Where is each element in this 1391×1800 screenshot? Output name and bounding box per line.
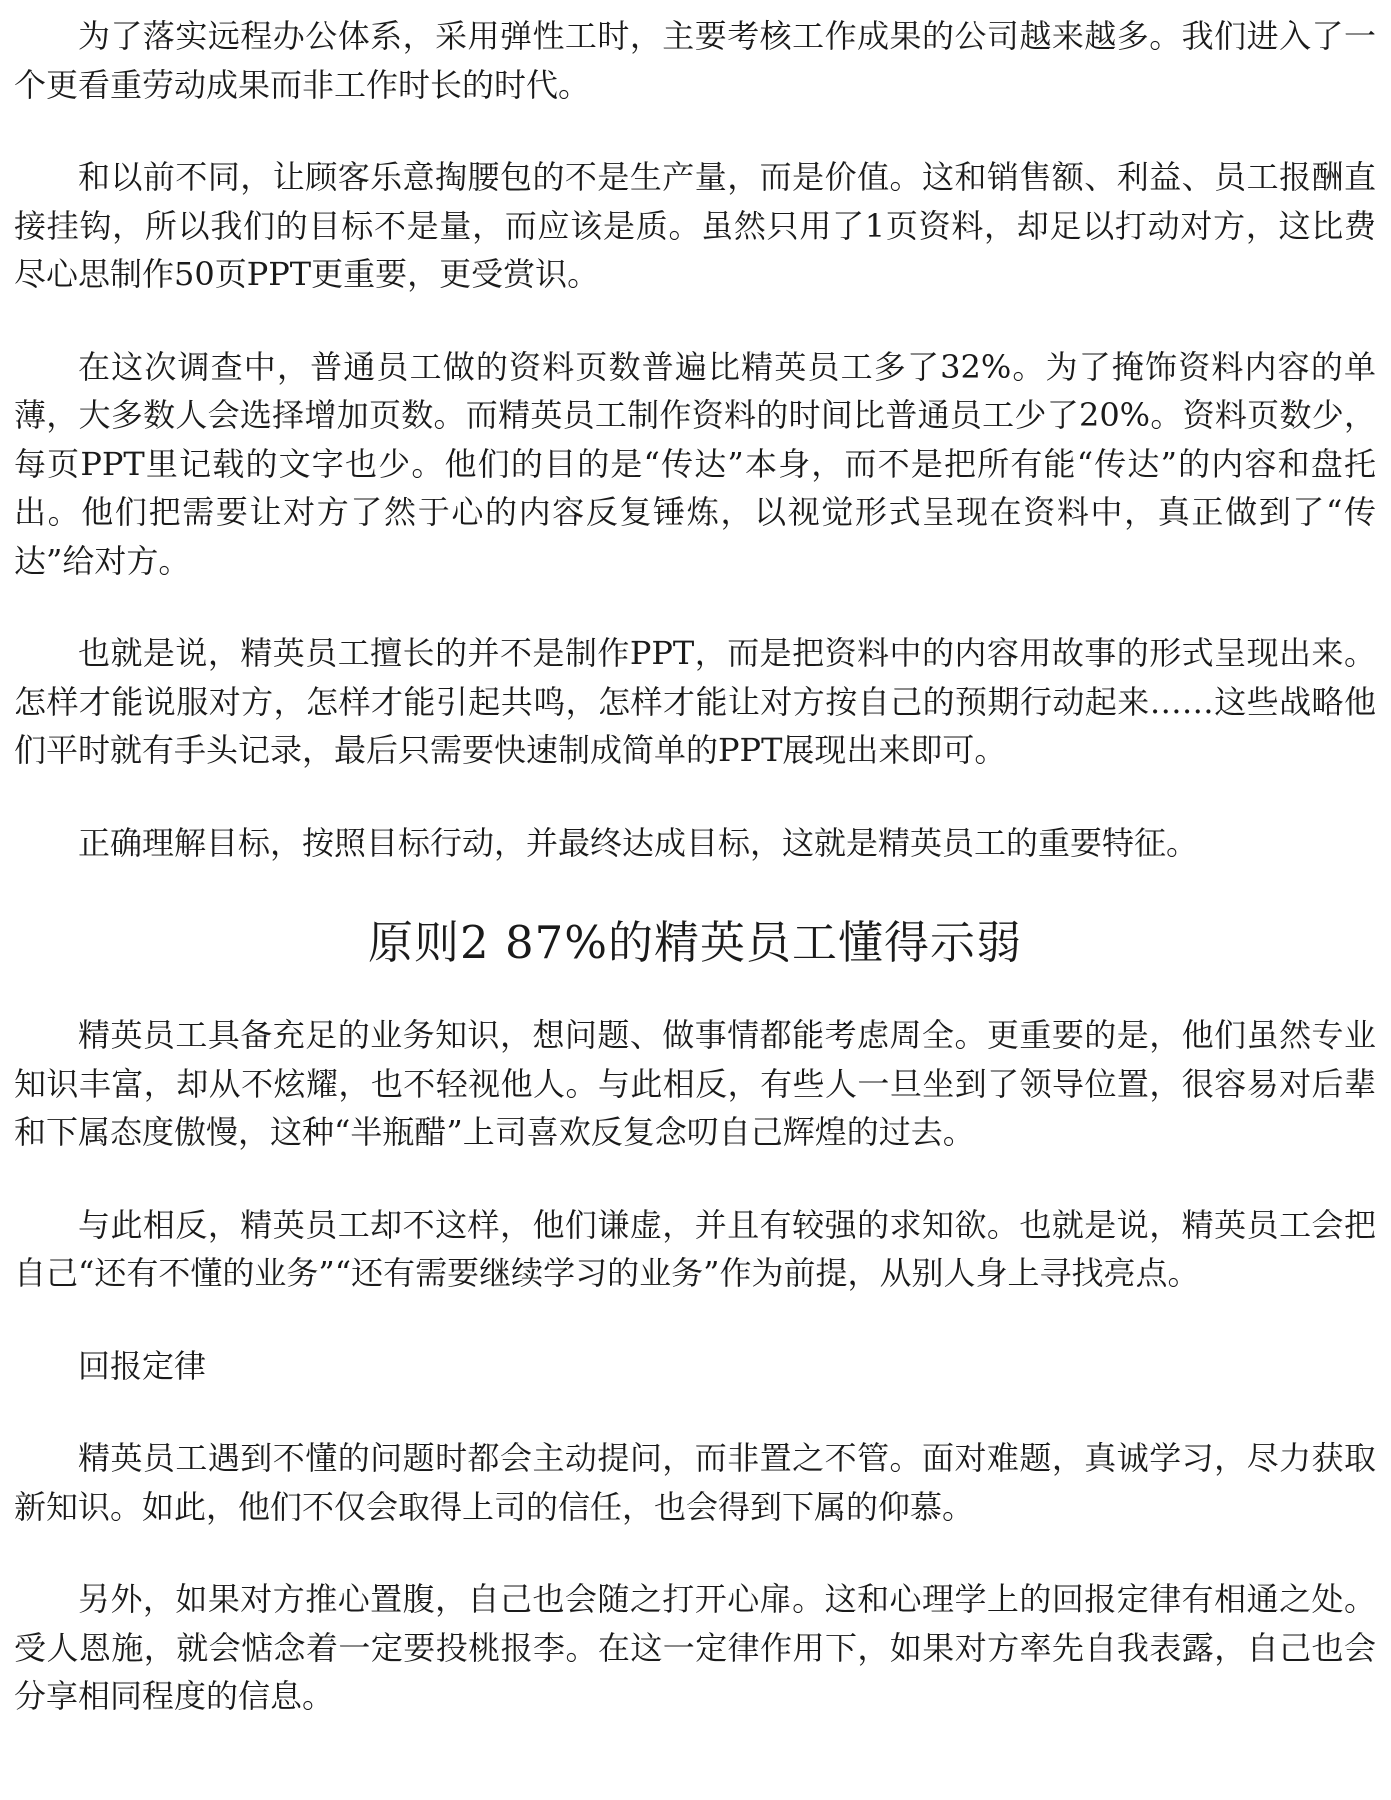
paragraph-remote-work: 为了落实远程办公体系，采用弹性工时，主要考核工作成果的公司越来越多。我们进入了一个更看重劳动成果而非工作时长的时代。 [14, 17, 1376, 104]
section-heading: 原则2 87%的精英员工懂得示弱 [368, 916, 1022, 969]
document-page [14, 0, 1376, 1721]
subheading-reciprocity-law: 回报定律 [78, 1346, 207, 1385]
paragraph-asking-questions: 精英员工遇到不懂的问题时都会主动提问，而非置之不管。面对难题，真诚学习，尽力获取新知识。如此，他们不仅会取得上司的信任，也会得到下属的仰慕。 [14, 1439, 1376, 1526]
paragraph-reciprocity: 另外，如果对方推心置腹，自己也会随之打开心扉。这和心理学上的回报定律有相通之处。受人恩施，就会惦念着一定要投桃报李。在这一定律作用下，如果对方率先自我表露，自己也会分享相同程度的信息。 [14, 1580, 1376, 1715]
paragraph-value-over-volume: 和以前不同，让顾客乐意掏腰包的不是生产量，而是价值。这和销售额、利益、员工报酬直接挂钩，所以我们的目标不是量，而应该是质。虽然只用了1页资料，却足以打动对方，这比费尽心思制作50页PPT更重要，更受赏识。 [14, 158, 1376, 293]
paragraph-survey-results: 在这次调查中，普通员工做的资料页数普遍比精英员工多了32%。为了掩饰资料内容的单薄，大多数人会选择增加页数。而精英员工制作资料的时间比普通员工少了20%。资料页数少，每页PPT里记载的文字也少。他们的目的是“传达”本身，而不是把所有能“传达”的内容和盘托出。他们把需要让对方了然于心的内容反复锤炼，以视觉形式呈现在资料中，真正做到了“传达”给对方。 [14, 347, 1376, 580]
paragraph-humility: 精英员工具备充足的业务知识，想问题、做事情都能考虑周全。更重要的是，他们虽然专业知识丰富，却从不炫耀，也不轻视他人。与此相反，有些人一旦坐到了领导位置，很容易对后辈和下属态度傲慢，这种“半瓶醋”上司喜欢反复念叨自己辉煌的过去。 [14, 1016, 1376, 1151]
paragraph-elite-trait: 正确理解目标，按照目标行动，并最终达成目标，这就是精英员工的重要特征。 [78, 823, 1199, 862]
paragraph-storytelling: 也就是说，精英员工擅长的并不是制作PPT，而是把资料中的内容用故事的形式呈现出来。怎样才能说服对方，怎样才能引起共鸣，怎样才能让对方按自己的预期行动起来……这些战略他们平时就有手头记录，最后只需要快速制成简单的PPT展现出来即可。 [14, 634, 1376, 769]
paragraph-curiosity: 与此相反，精英员工却不这样，他们谦虚，并且有较强的求知欲。也就是说，精英员工会把自己“还有不懂的业务”“还有需要继续学习的业务”作为前提，从别人身上寻找亮点。 [14, 1205, 1376, 1292]
